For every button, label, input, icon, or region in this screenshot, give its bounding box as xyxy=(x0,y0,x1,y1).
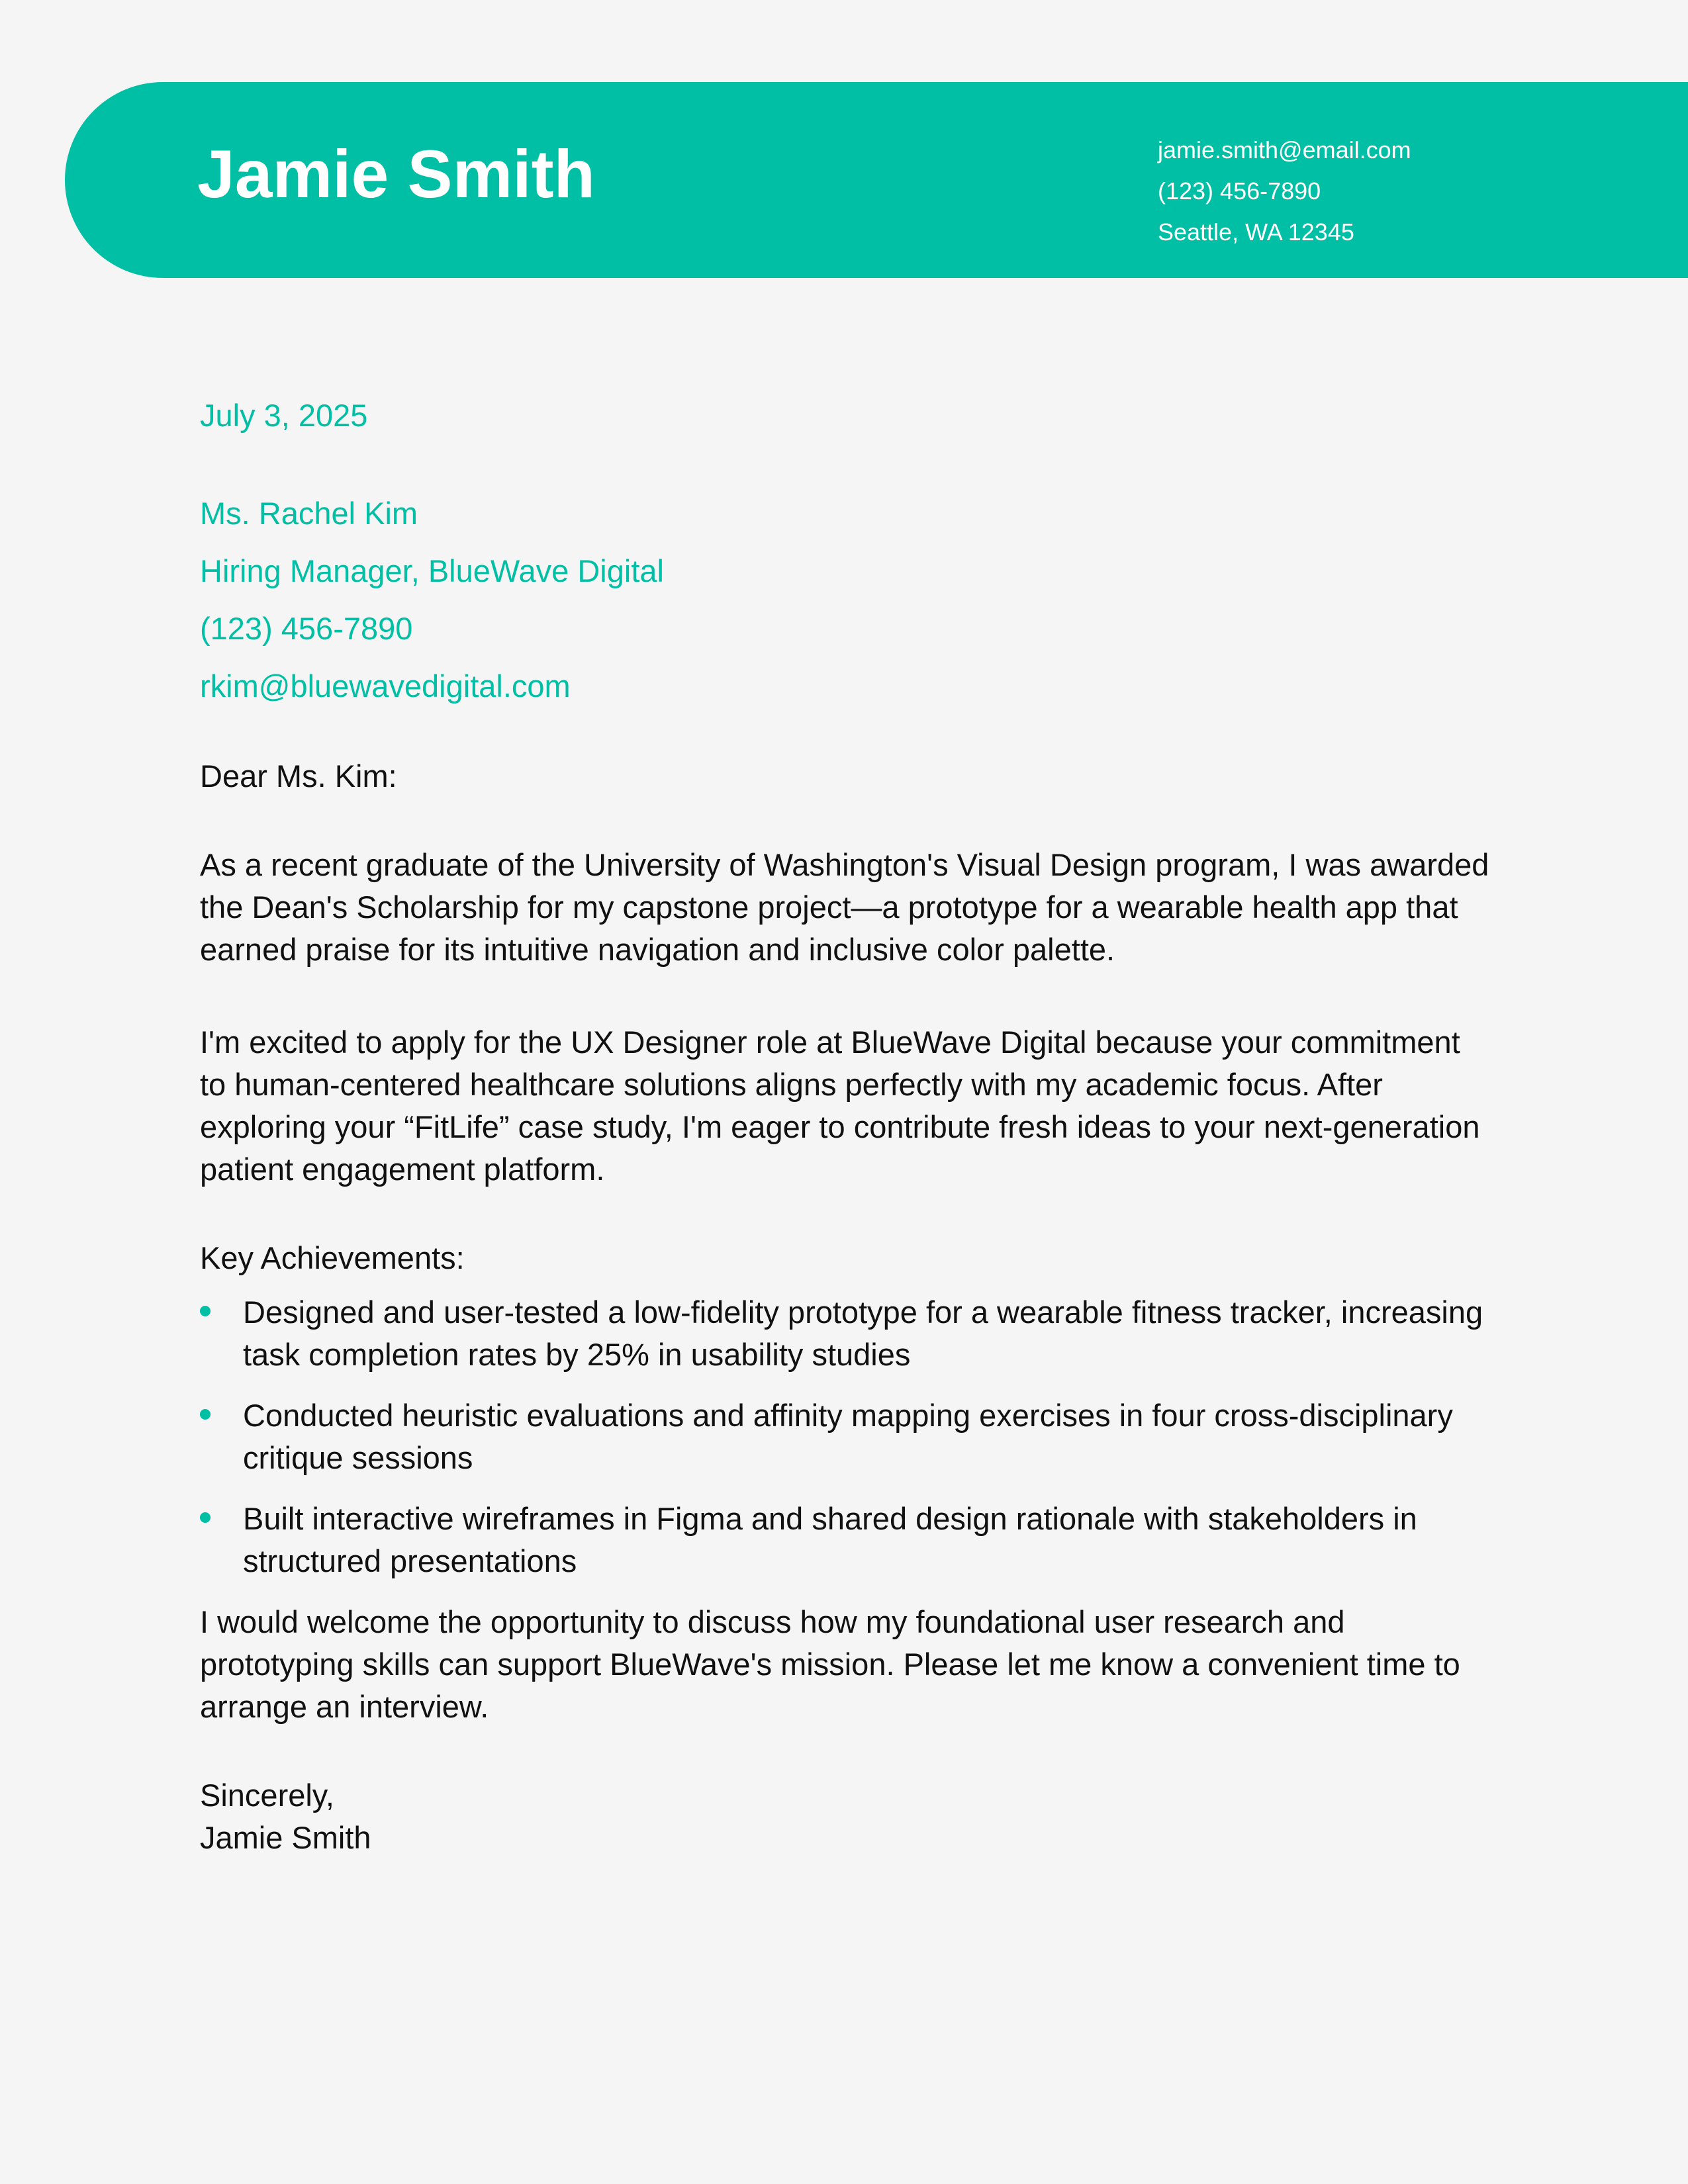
sender-phone: (123) 456-7890 xyxy=(1158,177,1321,205)
list-item xyxy=(200,1394,1491,1479)
letter-body xyxy=(200,397,1491,1859)
recipient-title: Hiring Manager, BlueWave Digital xyxy=(200,553,664,588)
achievement-text: Designed and user-tested a low-fidelity prototype for a wearable fitness tracker, increasing task completion rates by 25% in usability studies xyxy=(243,1295,1483,1372)
salutation: Dear Ms. Kim: xyxy=(200,758,397,794)
recipient-phone: (123) 456-7890 xyxy=(200,611,413,646)
achievement-text: Conducted heuristic evaluations and affinity mapping exercises in four cross-disciplinary critique sessions xyxy=(243,1398,1453,1475)
sender-location: Seattle, WA 12345 xyxy=(1158,218,1354,246)
bullet-dot-icon xyxy=(200,1409,211,1420)
header-band xyxy=(65,82,1688,278)
paragraph-motivation: I'm excited to apply for the UX Designer role at BlueWave Digital because your commitment to human-centered healthcare solutions aligns perfectly with my academic focus. After exploring your “FitLife” case study, I'm eager to contribute fresh ideas to your next-generation patient engagement platform. xyxy=(200,1024,1480,1187)
recipient-name: Ms. Rachel Kim xyxy=(200,496,418,531)
signoff-text: Sincerely, xyxy=(200,1778,334,1813)
paragraph-closing: I would welcome the opportunity to discuss how my foundational user research and prototyping skills can support BlueWave's mission. Please let me know a convenient time to arrange an interview. xyxy=(200,1604,1460,1724)
achievements-list xyxy=(200,1291,1491,1582)
letter-date: July 3, 2025 xyxy=(200,398,368,433)
signature-name: Jamie Smith xyxy=(200,1820,371,1855)
recipient-block xyxy=(200,495,1491,725)
achievements-heading: Key Achievements: xyxy=(200,1240,465,1275)
paragraph-intro: As a recent graduate of the University of Washington's Visual Design program, I was awarded the Dean's Scholarship for my capstone project—a prototype for a wearable health app that earned praise for its intuitive navigation and inclusive color palette. xyxy=(200,847,1489,967)
achievement-text: Built interactive wireframes in Figma and shared design rationale with stakeholders in structured presentations xyxy=(243,1501,1417,1578)
list-item xyxy=(200,1291,1491,1376)
list-item xyxy=(200,1498,1491,1582)
signoff-block xyxy=(200,1774,1491,1859)
bullet-dot-icon xyxy=(200,1306,211,1316)
bullet-dot-icon xyxy=(200,1512,211,1523)
sender-email: jamie.smith@email.com xyxy=(1158,136,1411,163)
sender-contact xyxy=(1158,130,1411,253)
sender-name: Jamie Smith xyxy=(197,136,595,212)
recipient-email: rkim@bluewavedigital.com xyxy=(200,668,571,704)
